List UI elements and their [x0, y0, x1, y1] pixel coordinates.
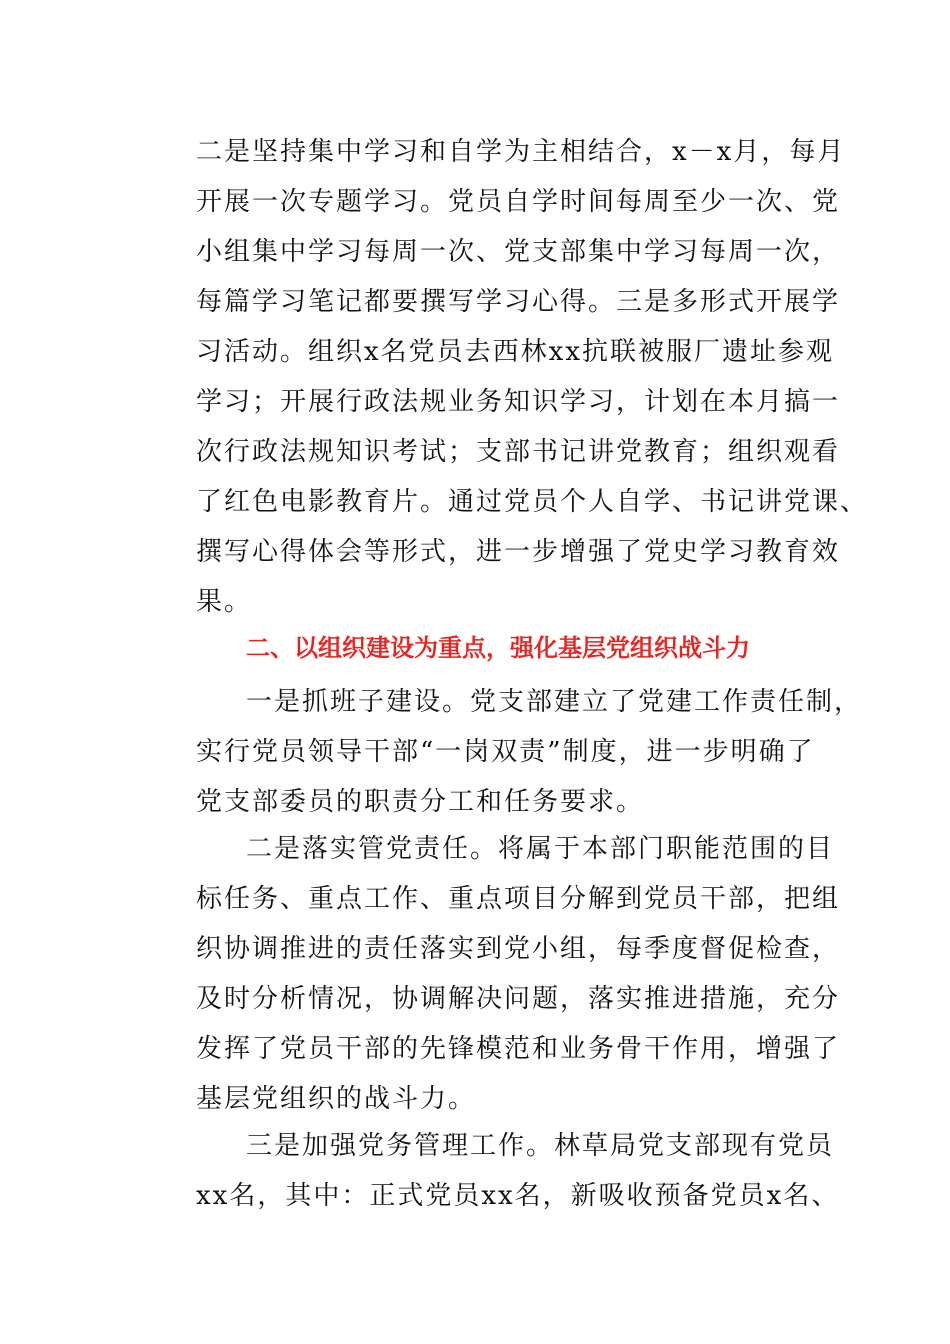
text-line: 开展一次专题学习。党员自学时间每周至少一次、党	[196, 187, 841, 217]
text-line: 果。	[196, 587, 253, 617]
text-line: 及时分析情况，协调解决问题，落实推进措施，充分	[196, 984, 841, 1014]
text-line: 小组集中学习每周一次、党支部集中学习每周一次，	[196, 237, 841, 267]
text-line: 二是落实管党责任。将属于本部门职能范围的目	[246, 834, 835, 864]
text-line: 撰写心得体会等形式，进一步增强了党史学习教育效	[196, 537, 841, 567]
text-line: 学习；开展行政法规业务知识学习，计划在本月搞一	[196, 387, 841, 417]
text-line: xx名，其中：正式党员xx名，新吸收预备党员x名、	[196, 1181, 840, 1211]
text-line: 党支部委员的职责分工和任务要求。	[196, 787, 645, 817]
text-line: 实行党员领导干部“一岗双责”制度，进一步明确了	[196, 737, 815, 767]
text-line: 发挥了党员干部的先锋模范和业务骨干作用，增强了	[196, 1034, 841, 1064]
text-line: 二是坚持集中学习和自学为主相结合，x－x月，每月	[196, 137, 846, 167]
text-line: 标任务、重点工作、重点项目分解到党员干部，把组	[196, 884, 841, 914]
text-line: 次行政法规知识考试；支部书记讲党教育；组织观看	[196, 437, 841, 467]
section-heading: 二、以组织建设为重点，强化基层党组织战斗力	[246, 634, 750, 662]
text-line: 每篇学习笔记都要撰写学习心得。三是多形式开展学	[196, 287, 841, 317]
text-line: 一是抓班子建设。党支部建立了党建工作责任制，	[246, 687, 863, 717]
text-line: 基层党组织的战斗力。	[196, 1084, 477, 1114]
text-line: 习活动。组织x名党员去西林xx抗联被服厂遗址参观	[196, 337, 834, 367]
text-line: 织协调推进的责任落实到党小组，每季度督促检查，	[196, 934, 841, 964]
text-line: 了红色电影教育片。通过党员个人自学、书记讲党课、	[196, 487, 869, 517]
text-line: 三是加强党务管理工作。林草局党支部现有党员	[246, 1131, 835, 1161]
